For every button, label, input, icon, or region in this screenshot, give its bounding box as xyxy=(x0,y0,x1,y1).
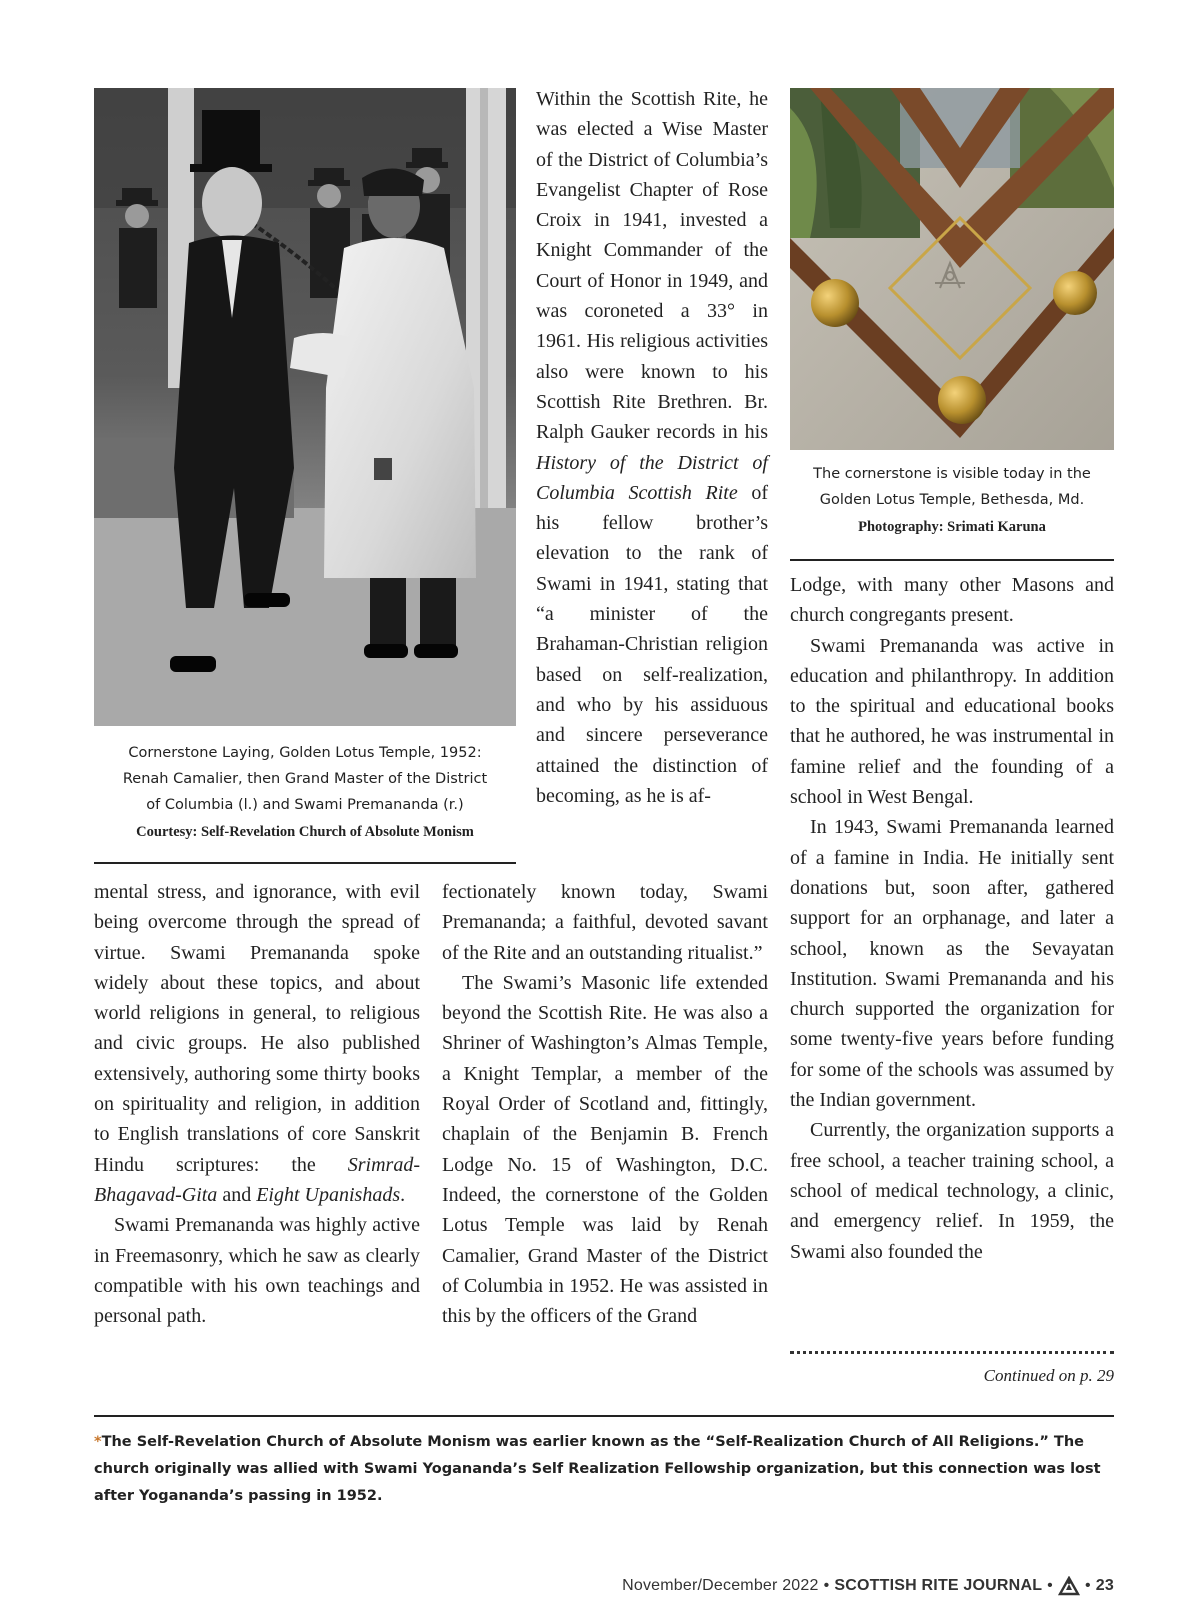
footnote-text: The Self-Revelation Church of Absolute Monism was earlier known as the “Self-Realization Church of All Religions.” The church originally was allied with Swami Yogananda’s Self Realization Fellowship organization, but this connection was lost after Yogananda’s passing in 1952. xyxy=(94,1434,1101,1504)
paragraph: The Swami’s Masonic life extended beyond the Scottish Rite. He was also a Shriner of Washington’s Almas Temple, a Knight Templar, a member of the Royal Order of Scotland and, fittingly, chaplain of the Benjamin B. French Lodge No. 15 of Washington, D.C. Indeed, the cornerstone of the Golden Lotus Temple was laid by Renah Camalier, Grand Master of the District of Columbia in 1952. He was assisted in this by the officers of the Grand xyxy=(442,971,768,1328)
journal-name: SCOTTISH RITE JOURNAL xyxy=(834,1577,1043,1594)
text-run: . xyxy=(400,1183,406,1206)
caption-line: Renah Camalier, then Grand Master of the District xyxy=(122,771,488,787)
cornerstone-ceremony-photo xyxy=(94,88,516,726)
caption-line: Cornerstone Laying, Golden Lotus Temple, 1952: xyxy=(128,745,482,761)
paragraph: Currently, the organization supports a free school, a teacher training school, a school of medical technology, a clinic, and emergency relief. In 1959, the Swami also founded the xyxy=(790,1119,1114,1263)
photo-credit: Courtesy: Self-Revelation Church of Absolute Monism xyxy=(136,824,474,840)
footnote xyxy=(94,1429,1114,1510)
footnote-rule xyxy=(94,1415,1114,1417)
book-title: Srimrad-Bhagavad-Gita xyxy=(94,1153,420,1206)
separator: • xyxy=(823,1577,830,1594)
cornerstone-today-photo xyxy=(790,88,1114,450)
page-number: 23 xyxy=(1095,1577,1114,1594)
caption-rule xyxy=(94,862,516,864)
continued-dotted-rule xyxy=(790,1351,1114,1354)
photo-credit: Photography: Srimati Karuna xyxy=(858,519,1046,535)
right-column xyxy=(790,570,1114,1267)
caption-line: Golden Lotus Temple, Bethesda, Md. xyxy=(819,492,1085,508)
left-column xyxy=(94,877,420,1331)
separator: • xyxy=(1084,1577,1091,1594)
paragraph: In 1943, Swami Premananda learned of a famine in India. He initially sent donations but, soon after, gathered support for an orphanage, and later a school, known as the Sevayatan Institution. Swami Premananda and his church supported the organization for some twenty-five years before funding for some of the schools was assumed by the Indian government. xyxy=(790,816,1114,1112)
separator: • xyxy=(1047,1577,1053,1594)
paragraph: Swami Premananda was highly active in Freemasonry, which he saw as clearly compatible with his own teachings and personal path. xyxy=(94,1214,420,1328)
paragraph: Lodge, with many other Masons and church congregants present. xyxy=(790,574,1114,627)
paragraph xyxy=(94,877,420,1210)
book-title: Eight Upanishads xyxy=(256,1183,401,1206)
continued-note: Continued on p. 29 xyxy=(983,1366,1114,1385)
middle-column-top xyxy=(536,84,768,811)
text-run: and xyxy=(217,1183,257,1206)
page-folio xyxy=(622,1576,1114,1596)
caption-rule xyxy=(790,559,1114,561)
caption-line: The cornerstone is visible today in the xyxy=(813,466,1091,482)
double-headed-eagle-icon xyxy=(1058,1576,1080,1596)
right-photo-caption xyxy=(790,461,1114,536)
text-run: mental stress, and ignorance, with evil being overcome through the spread of virtue. Swami Premananda spoke widely about these topics, and about world religions in general, to religious and civic groups. He also published extensively, authoring some thirty books on spirituality and religion, in addition to English translations of core Sanskrit Hindu scriptures: the xyxy=(94,881,420,1176)
caption-line: of Columbia (l.) and Swami Premananda (r.) xyxy=(146,797,464,813)
issue-date: November/December 2022 xyxy=(622,1577,819,1594)
book-title: History of the District of Columbia Scottish Rite xyxy=(536,451,768,504)
paragraph: Swami Premananda was active in education and philanthropy. In addition to the spiritual and educational books that he authored, he was instrumental in famine relief and the founding of a school in West Bengal. xyxy=(790,634,1114,809)
middle-column xyxy=(442,877,768,1331)
footnote-marker: * xyxy=(94,1434,102,1450)
left-photo-caption xyxy=(94,740,516,841)
paragraph xyxy=(536,84,768,811)
paragraph: fectionately known today, Swami Premananda; a faithful, devoted savant of the Rite and an outstanding ritualist.” xyxy=(442,881,768,964)
text-run: of his fellow brother’s elevation to the rank of Swami in 1941, stating that “a minister of the Brahaman-Christian religion based on self-realization, and who by his assiduous and sincere perseverance attained the distinction of becoming, as he is af- xyxy=(536,481,768,807)
text-run: Within the Scottish Rite, he was elected a Wise Master of the District of Columbia’s Evangelist Chapter of Rose Croix in 1941, invested a Knight Commander of the Court of Honor in 1949, and was coroneted a 33° in 1961. His religious activities also were known to his Scottish Rite Brethren. Br. Ralph Gauker records in his xyxy=(536,88,768,444)
